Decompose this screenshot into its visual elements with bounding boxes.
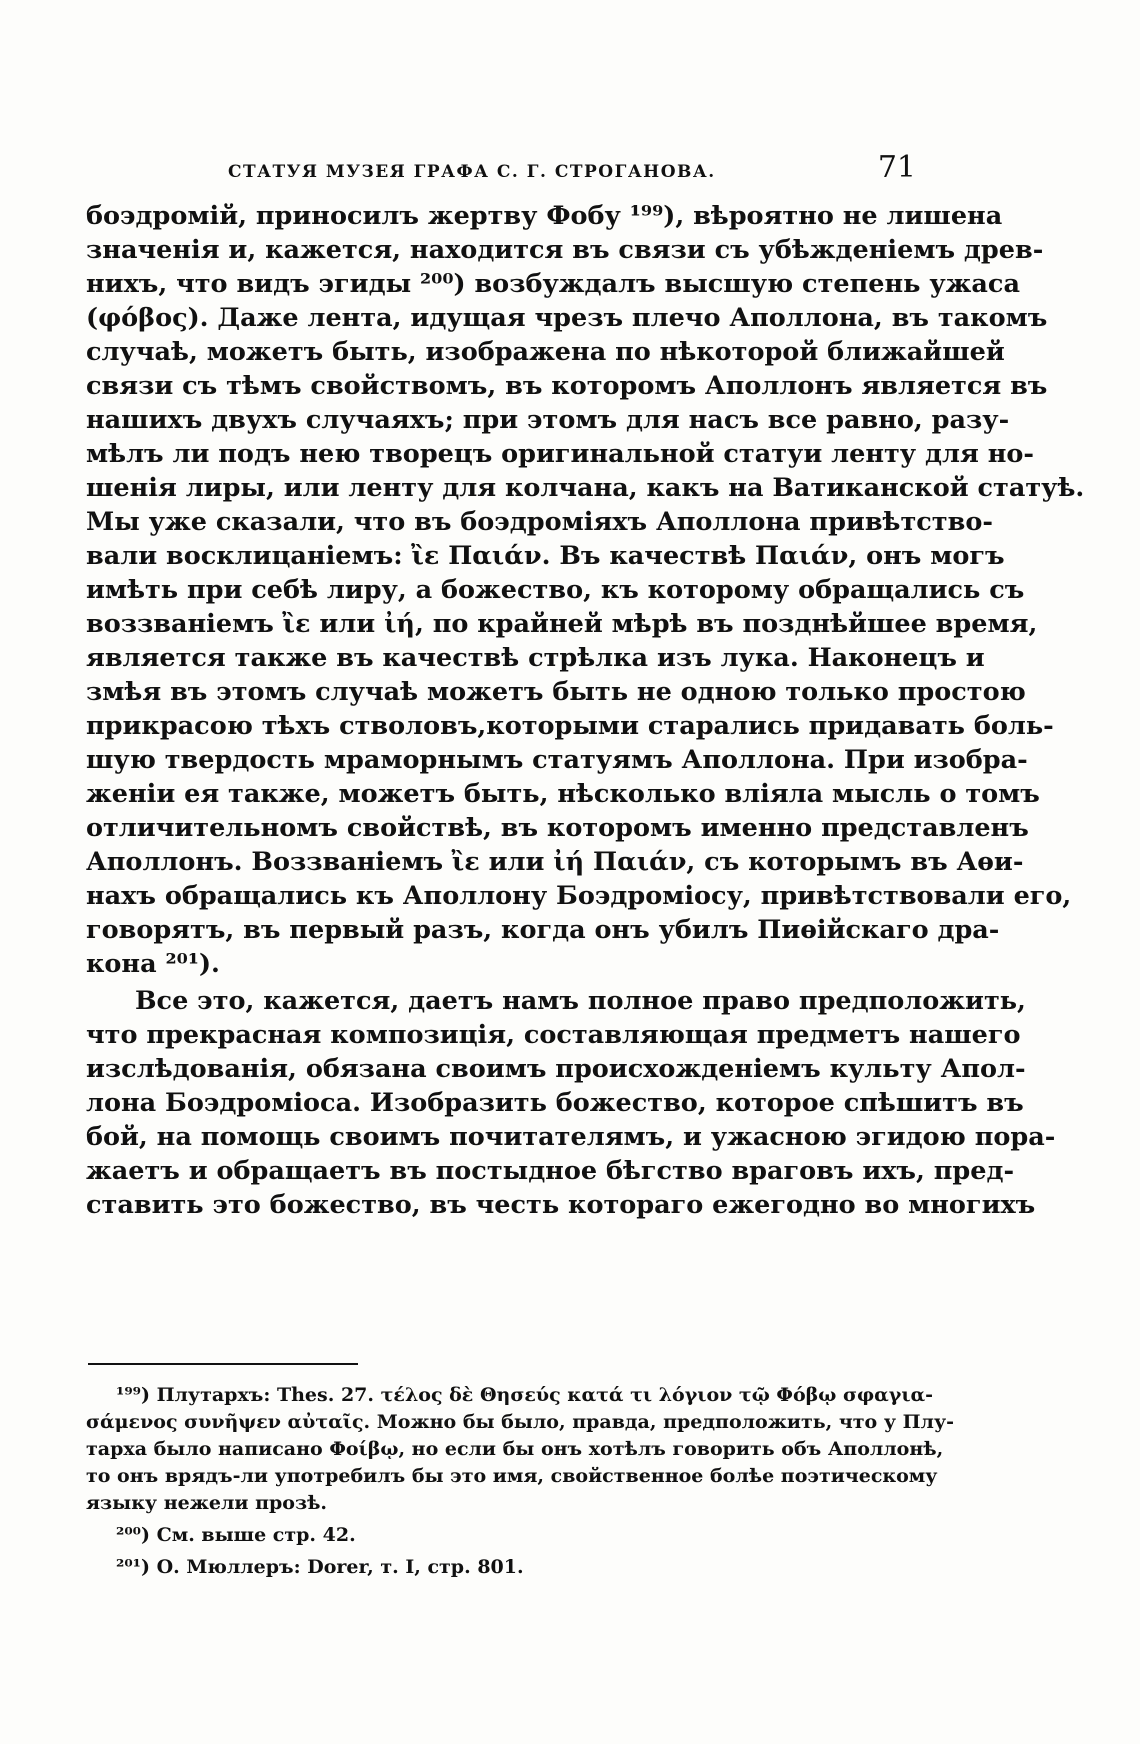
body-line: нихъ, что видъ эгиды ²⁰⁰) возбуждалъ высшую степень ужаса bbox=[86, 269, 1020, 299]
body-line: нашихъ двухъ случаяхъ; при этомъ для насъ все равно, разу- bbox=[86, 405, 1010, 435]
body-line: Все это, кажется, даетъ намъ полное право предположить, bbox=[135, 986, 1026, 1016]
body-line: случаѣ, можетъ быть, изображена по нѣкоторой ближайшей bbox=[86, 337, 1005, 367]
footnote-line: ²⁰¹) О. Мюллеръ: Dorer, т. I, стр. 801. bbox=[116, 1556, 524, 1578]
body-line: нахъ обращались къ Аполлону Боэдроміосу, привѣтствовали его, bbox=[86, 881, 1072, 911]
body-line: женіи ея также, можетъ быть, нѣсколько вліяла мысль о томъ bbox=[86, 779, 1040, 809]
body-line: связи съ тѣмъ свойствомъ, въ которомъ Аполлонъ является въ bbox=[86, 371, 1048, 401]
running-head: СТАТУЯ МУЗЕЯ ГРАФА С. Г. СТРОГАНОВА. bbox=[228, 162, 716, 182]
footnote-divider bbox=[88, 1363, 358, 1365]
body-line: изслѣдованія, обязана своимъ происхожденіемъ культу Апол- bbox=[86, 1054, 1026, 1084]
page-header bbox=[86, 150, 916, 190]
body-line: жаетъ и обращаетъ въ постыдное бѣгство враговъ ихъ, пред- bbox=[86, 1156, 1015, 1186]
body-line: отличительномъ свойствѣ, въ которомъ именно представленъ bbox=[86, 813, 1029, 843]
body-line: шенія лиры, или ленту для колчана, какъ на Ватиканской статуѣ. bbox=[86, 473, 1085, 503]
body-line: Мы уже сказали, что въ боэдроміяхъ Аполлона привѣтство- bbox=[86, 507, 993, 537]
body-line: бой, на помощь своимъ почитателямъ, и ужасною эгидою пора- bbox=[86, 1122, 1056, 1152]
body-line: мѣлъ ли подъ нею творецъ оригинальной статуи ленту для но- bbox=[86, 439, 1034, 469]
footnote-line: языку нежели прозѣ. bbox=[86, 1492, 328, 1514]
body-line: кона ²⁰¹). bbox=[86, 949, 220, 979]
body-line: ставить это божество, въ честь котораго ежегодно во многихъ bbox=[86, 1190, 1036, 1220]
body-line: говорятъ, въ первый разъ, когда онъ убилъ Пиѳійскаго дра- bbox=[86, 915, 1000, 945]
body-line: шую твердость мраморнымъ статуямъ Аполлона. При изобра- bbox=[86, 745, 1028, 775]
body-line: лона Боэдроміоса. Изобразить божество, которое спѣшитъ въ bbox=[86, 1088, 1024, 1118]
footnote-line: ¹⁹⁹) Плутархъ: Thes. 27. τέλος δὲ Θησεύς κατά τι λόγιον τῷ Φόβῳ σφαγια- bbox=[116, 1384, 934, 1406]
footnote-line: то онъ врядъ-ли употребилъ бы это имя, свойственное болѣе поэтическому bbox=[86, 1465, 938, 1487]
body-line: имѣть при себѣ лиру, а божество, къ которому обращались съ bbox=[86, 575, 1025, 605]
body-line: (φόβος). Даже лента, идущая чрезъ плечо Аполлона, въ такомъ bbox=[86, 303, 1048, 333]
body-line: Аполлонъ. Воззваніемъ ἲε или ἰή Παιάν, съ которымъ въ Аѳи- bbox=[86, 847, 1024, 877]
body-line: является также въ качествѣ стрѣлка изъ лука. Наконецъ и bbox=[86, 643, 985, 673]
body-line: боэдромій, приносилъ жертву Фобу ¹⁹⁹), вѣроятно не лишена bbox=[86, 201, 1003, 231]
body-line: змѣя въ этомъ случаѣ можетъ быть не одною только простою bbox=[86, 677, 1026, 707]
body-line: что прекрасная композиція, составляющая предметъ нашего bbox=[86, 1020, 1021, 1050]
footnote-line: ²⁰⁰) См. выше стр. 42. bbox=[116, 1524, 356, 1546]
footnote-line: тарха было написано Φοίβῳ, но если бы онъ хотѣлъ говорить объ Аполлонѣ, bbox=[86, 1438, 944, 1460]
page-number: 71 bbox=[877, 150, 916, 185]
body-line: значенія и, кажется, находится въ связи съ убѣжденіемъ древ- bbox=[86, 235, 1044, 265]
body-line: вали восклицаніемъ: ἲε Παιάν. Въ качествѣ Παιάν, онъ могъ bbox=[86, 541, 1005, 571]
body-line: прикрасою тѣхъ стволовъ,которыми старались придавать боль- bbox=[86, 711, 1054, 741]
body-line: воззваніемъ ἲε или ἰή, по крайней мѣрѣ въ позднѣйшее время, bbox=[86, 609, 1038, 639]
footnote-line: σάμενος συνῆψεν αὐταῖς. Можно бы было, правда, предположить, что у Плу- bbox=[86, 1411, 954, 1433]
